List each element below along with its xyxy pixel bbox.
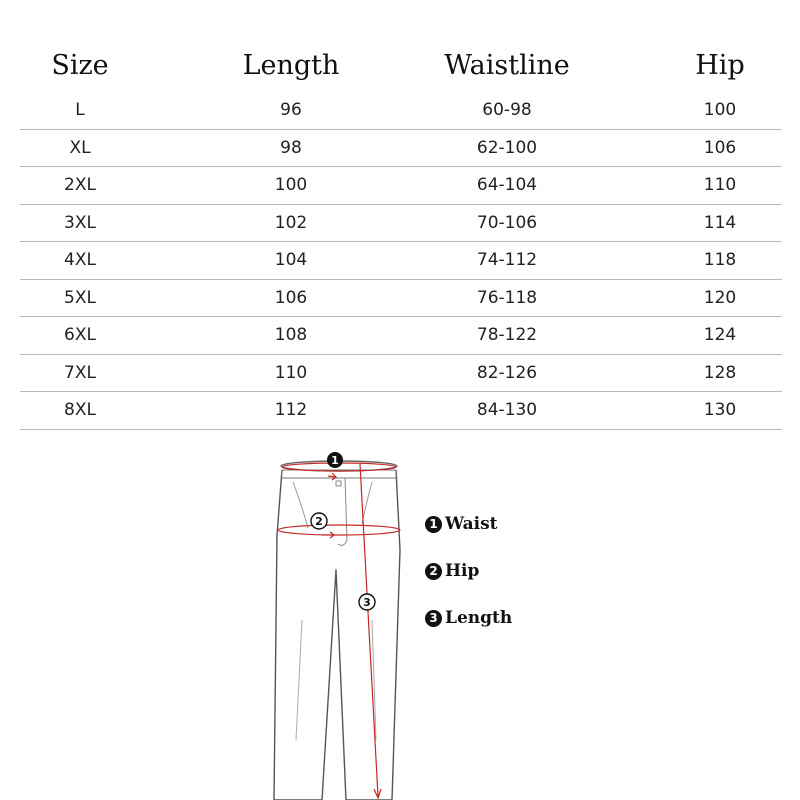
table-row (20, 205, 782, 243)
size-chart-table (20, 40, 782, 430)
marker-hip-number: 2 (315, 515, 323, 528)
cell-hip: 128 (703, 362, 737, 383)
cell-waistline: 78-122 (476, 325, 538, 345)
cell-hip: 106 (703, 137, 737, 158)
cell-hip: 124 (703, 325, 737, 345)
legend-number-icon: 2 (425, 563, 442, 580)
cell-waistline: 76-118 (476, 287, 538, 308)
cell-size: 2XL (64, 175, 96, 195)
header-hip: Hip (695, 50, 745, 81)
table-row (20, 317, 782, 355)
marker-waist-icon (327, 452, 343, 468)
hip-measure-line (278, 525, 400, 538)
cell-length: 96 (280, 100, 302, 120)
legend-label: Hip (445, 561, 480, 581)
pants-outline (274, 461, 400, 800)
cell-length: 102 (274, 212, 308, 233)
cell-length: 112 (274, 400, 308, 420)
cell-size: 3XL (64, 212, 96, 233)
cell-hip: 114 (703, 212, 737, 233)
length-measure-line (360, 464, 381, 798)
measurement-legend (425, 512, 512, 630)
table-row (20, 167, 782, 205)
marker-hip-icon (311, 513, 327, 529)
cell-size: L (75, 100, 85, 120)
cell-waistline: 62-100 (476, 137, 538, 158)
cell-size: 8XL (64, 400, 96, 420)
marker-length-icon (359, 594, 375, 610)
legend-item-waist (425, 512, 512, 536)
legend-item-length (425, 606, 512, 630)
legend-item-hip (425, 559, 512, 583)
cell-length: 110 (274, 362, 308, 383)
cell-length: 106 (274, 287, 308, 308)
cell-length: 98 (280, 137, 302, 158)
cell-waistline: 74-112 (476, 250, 538, 270)
table-row (20, 355, 782, 393)
cell-waistline: 82-126 (476, 362, 538, 383)
cell-size: 7XL (64, 362, 96, 383)
cell-length: 100 (274, 175, 308, 195)
header-waistline: Waistline (444, 50, 570, 81)
cell-length: 104 (274, 250, 308, 270)
header-length: Length (242, 50, 340, 81)
header-size: Size (51, 50, 109, 81)
cell-length: 108 (274, 325, 308, 345)
table-row (20, 392, 782, 430)
cell-waistline: 70-106 (476, 212, 538, 233)
marker-length-number: 3 (363, 596, 371, 609)
cell-hip: 110 (703, 175, 737, 195)
cell-waistline: 84-130 (476, 400, 538, 420)
legend-label: Length (445, 608, 513, 628)
legend-number-icon: 3 (425, 610, 442, 627)
table-row (20, 242, 782, 280)
table-row (20, 130, 782, 168)
cell-hip: 118 (703, 250, 737, 270)
marker-waist-number: 1 (331, 454, 339, 467)
cell-size: 5XL (64, 287, 96, 308)
table-header-row (20, 40, 782, 92)
cell-size: 6XL (64, 325, 96, 345)
table-row (20, 92, 782, 130)
legend-number-icon: 1 (425, 516, 442, 533)
cell-hip: 130 (703, 400, 737, 420)
legend-label: Waist (445, 514, 498, 534)
cell-waistline: 64-104 (476, 175, 538, 195)
cell-size: XL (69, 137, 91, 158)
table-row (20, 280, 782, 318)
cell-waistline: 60-98 (482, 100, 532, 120)
pants-measurement-diagram (260, 440, 420, 800)
cell-hip: 120 (703, 287, 737, 308)
cell-size: 4XL (64, 250, 96, 270)
cell-hip: 100 (703, 100, 737, 120)
